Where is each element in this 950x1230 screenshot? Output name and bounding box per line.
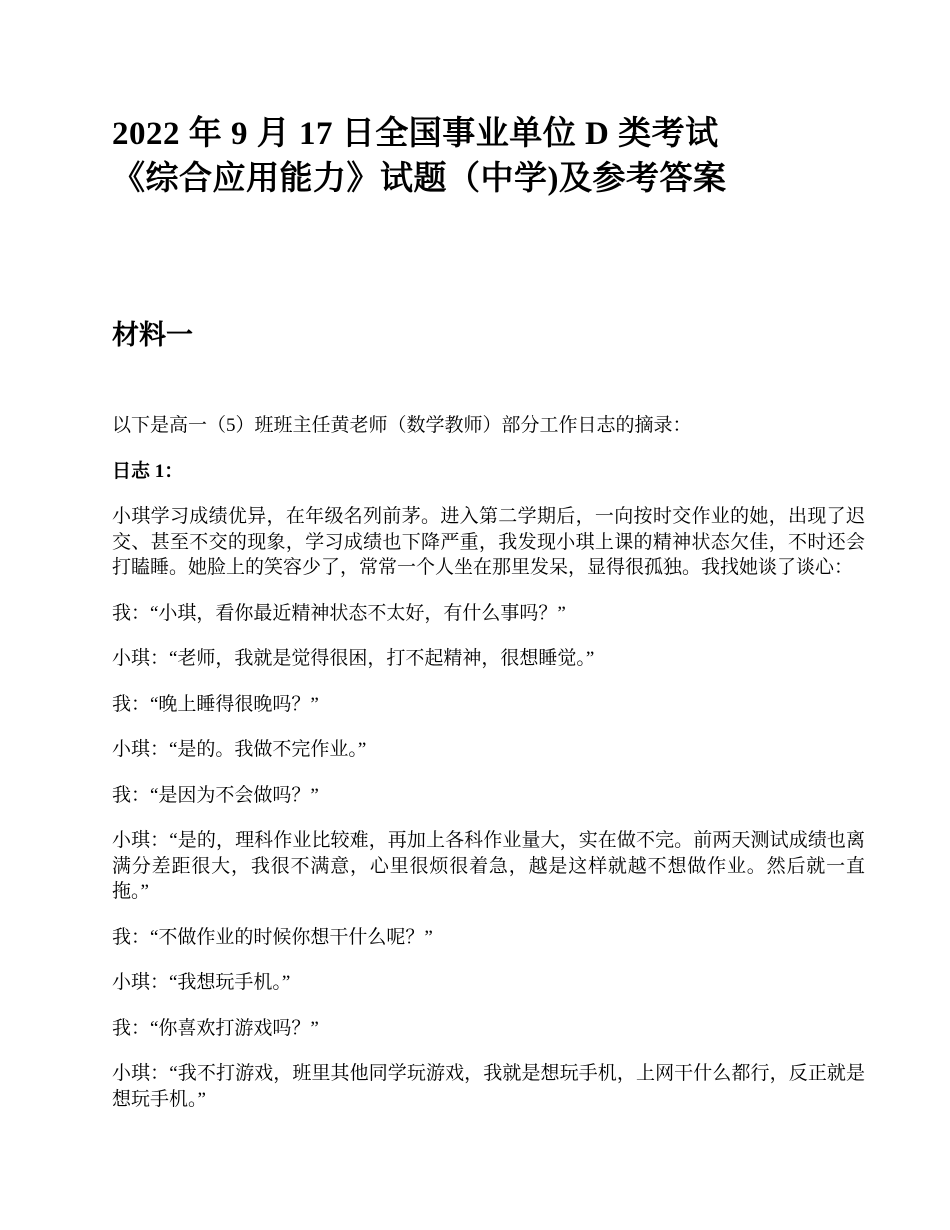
dialogue-line-teacher: 我：“是因为不会做吗？” — [112, 784, 319, 806]
document-body-text — [112, 413, 865, 1112]
intro-paragraph: 以下是高一（5）班班主任黄老师（数学教师）部分工作日志的摘录： — [112, 415, 692, 436]
dialogue-line-teacher: 我：“不做作业的时候你想干什么呢？” — [112, 926, 433, 948]
page-title — [112, 112, 865, 202]
dialogue-line-student: 小琪：“老师，我就是觉得很困，打不起精神，很想睡觉。” — [112, 648, 595, 669]
dialogue-line-teacher: 我：“晚上睡得很晚吗？” — [112, 693, 319, 715]
dialogue-line-student: 小琪：“是的，理科作业比较难，再加上各科作业量大，实在做不完。前两天测试成绩也离满分差距很大，我很不满意，心里很烦很着急，越是这样就越不想做作业。然后就一直拖。” — [112, 830, 865, 902]
section-heading-material-1: 材料一 — [112, 320, 193, 350]
title-line-2: 《综合应用能力》试题（中学)及参考答案 — [112, 161, 727, 197]
title-line-1: 2022 年 9 月 17 日全国事业单位 D 类考试 — [112, 116, 719, 152]
narrative-paragraph: 小琪学习成绩优异，在年级名列前茅。进入第二学期后，一向按时交作业的她，出现了迟交、甚至不交的现象，学习成绩也下降严重，我发现小琪上课的精神状态欠佳，不时还会打瞌睡。她脸上的笑容少了，常常一个人坐在那里发呆，显得很孤独。我找她谈了谈心： — [112, 506, 865, 578]
log-label: 日志 1： — [112, 460, 184, 482]
dialogue-line-student: 小琪：“是的。我做不完作业。” — [112, 739, 367, 760]
dialogue-line-student: 小琪：“我想玩手机。” — [112, 972, 291, 993]
dialogue-line-teacher: 我：“你喜欢打游戏吗？” — [112, 1017, 319, 1039]
dialogue-line-student: 小琪：“我不打游戏，班里其他同学玩游戏，我就是想玩手机，上网干什么都行，反正就是想玩手机。” — [112, 1063, 865, 1110]
dialogue-line-teacher: 我：“小琪，看你最近精神状态不太好，有什么事吗？” — [112, 602, 566, 624]
